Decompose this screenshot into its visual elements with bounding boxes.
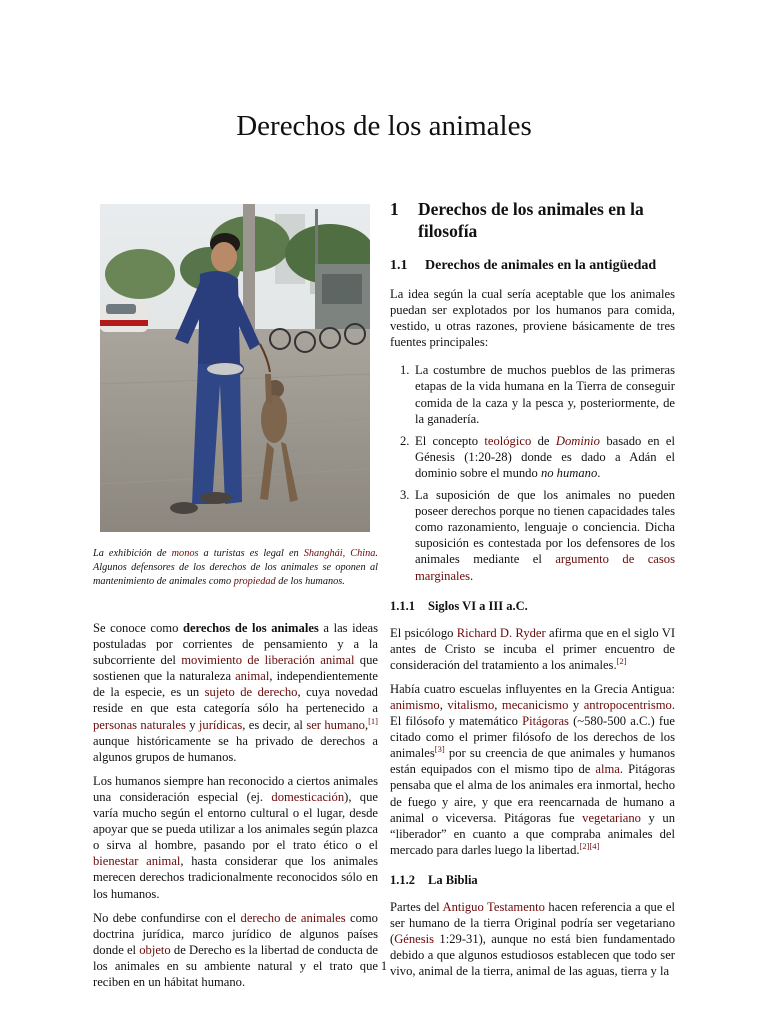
link-richard-ryder[interactable]: Richard D. Ryder [456,625,546,640]
section-heading-1-1-2: 1.1.2 La Biblia [390,872,478,887]
link-teologico[interactable]: teológico [484,433,532,448]
link-vitalismo[interactable]: vitalismo [447,697,495,712]
link-genesis[interactable]: Génesis [394,932,435,947]
list-item: 2. El concepto teológico de Dominio basado en el Génesis (1:20-28) donde es dado a Adán el dominio sobre el mundo no humano. [400,433,675,480]
paragraph-3: No debe confundirse con el derecho de animales como doctrina jurídica, marco jurídico de algunos países donde el objeto de Derecho es la libertad de conducta de los animales en su ambiente natural y el trato que reciben en un hábitat humano. [93,910,378,989]
antiquity-paragraph: La idea según la cual sería aceptable que los animales puedan ser explotados por los humanos para comida, vestido, u otras razones, proviene básicamente de tres fuentes principales: [390,287,675,350]
reference-2-4[interactable]: [2][4] [579,840,600,851]
link-sujeto-de-derecho[interactable]: sujeto de derecho [204,685,298,700]
paragraph-2: Los humanos siempre han reconocido a ciertos animales una consideración especial (ej. domesticación), que varía mucho según el entorno cultural o el lugar, desde apoyar que se pueda utilizar a los animales según plazca o sirva al hombre, pasando por el trato ético o el bienestar animal, hasta considerar que los animales merecen derechos tradicionalmente reconocidos sólo en los humanos. [93,773,378,901]
list-item: 1. La costumbre de muchos pueblos de las primeras etapas de la vida humana en la Tierra de conseguir comida de la caza y la pesca y, posteriormente, de la ganadería. [400,363,675,426]
left-column [93,620,378,998]
link-propiedad[interactable]: propiedad [233,576,276,587]
term-bold: derechos de los animales [182,621,319,635]
reference-3[interactable]: [3] [434,744,445,755]
link-vegetariano[interactable]: vegetariano [582,810,641,825]
link-animal[interactable]: animal [235,669,270,684]
link-dominio[interactable]: Dominio [555,433,600,448]
link-domesticacion[interactable]: domesticación [271,789,345,804]
page-title: Derechos de los animales [236,110,532,142]
intro-paragraph: Se conoce como derechos de los animales a las ideas postuladas por corrientes de pensamiento y a la subcorriente del movimiento de liberación animal que sostienen que la naturaleza animal, independientemente de la especie, es un sujeto de derecho, cuya novedad reside en que esta categoría sólo ha pertenecido a personas naturales y jurídicas, es decir, al ser humano,[1] aunque históricamente se ha privado de derechos a algunos grupos de humanos. [93,621,379,764]
link-derecho-de-animales[interactable]: derecho de animales [240,910,346,925]
greek-schools-paragraph: Había cuatro escuelas influyentes en la Grecia Antigua: animismo, vitalismo, mecanicismo y antropocentrismo. El filósofo y matemático Pitágoras (~580-500 a.C.) fue citado como el primer filósofo de los derechos de los animales[3] por su creencia de que animales y humanos están equipados con el mismo tipo de alma. Pitágoras pensaba que el alma de los animales era inmortal, hecho de fuego y aire, y que era reencarnada de humano a animal o viceversa. Pitágoras fue vegetariano y un “liberador” en cuanto a que compraba animales del mercado para darles luego la libertad.[2][4] [390,681,676,857]
page-number: 1 [380,959,388,973]
section-heading-1-1-1: 1.1.1 Siglos VI a III a.C. [390,598,528,613]
link-pitagoras[interactable]: Pitágoras [522,714,569,729]
link-antropocentrismo[interactable]: antropocentrismo [583,697,672,712]
link-juridicas[interactable]: jurídicas [198,717,243,732]
link-alma[interactable]: alma [595,762,620,777]
link-ser-humano[interactable]: ser humano [306,717,365,732]
link-movimiento-liberacion-animal[interactable]: movimiento de liberación animal [181,653,355,668]
section-heading-1-1: 1.1 Derechos de animales en la antigüedad [390,258,657,273]
sources-list [400,362,675,583]
reference-1[interactable]: [1] [368,715,379,726]
figure-caption: La exhibición de monos a turistas es legal en Shanghái, China. Algunos defensores de los derechos de los animales se oponen al mantenimiento de animales como propiedad de los humanos. [93,548,378,587]
section-heading-1: 1 Derechos de los animales en la filosofía [390,199,644,241]
bible-paragraph: Partes del Antiguo Testamento hacen referencia a que el ser humano de la tierra Original podría ser vegetariano (Génesis 1:29-31), aunque no está bien fundamentado debido a que algunos estudiosos establecen que todo ser vivo, animal de la tierra, animal de las aguas, tierra y la [390,899,676,979]
monkey-exhibition-photo [100,204,370,532]
link-objeto[interactable]: objeto [139,942,171,957]
link-bienestar-animal[interactable]: bienestar animal [93,854,181,869]
link-monos[interactable]: monos [171,548,199,559]
link-argumento-casos-marginales[interactable]: argumento de casos marginales [415,552,675,583]
right-column [390,198,675,987]
ryder-paragraph: El psicólogo Richard D. Ryder afirma que en el siglo VI antes de Cristo se incuba el primer encuentro de consideración del tratamiento a los animales.[2] [390,625,676,672]
link-mecanicismo[interactable]: mecanicismo [501,697,569,712]
reference-2[interactable]: [2] [616,655,627,666]
link-shanghai[interactable]: Shanghái, China [303,548,376,559]
link-personas-naturales[interactable]: personas naturales [93,717,186,732]
link-antiguo-testamento[interactable]: Antiguo Testamento [442,899,545,914]
list-item: 3. La suposición de que los animales no pueden poseer derechos porque no tienen capacidades tales como razonamiento, lenguaje o conciencia. Dicha suposición es contestada por los defensores de los animales mediante el argumento de casos marginales. [400,488,675,583]
link-animismo[interactable]: animismo [390,697,440,712]
